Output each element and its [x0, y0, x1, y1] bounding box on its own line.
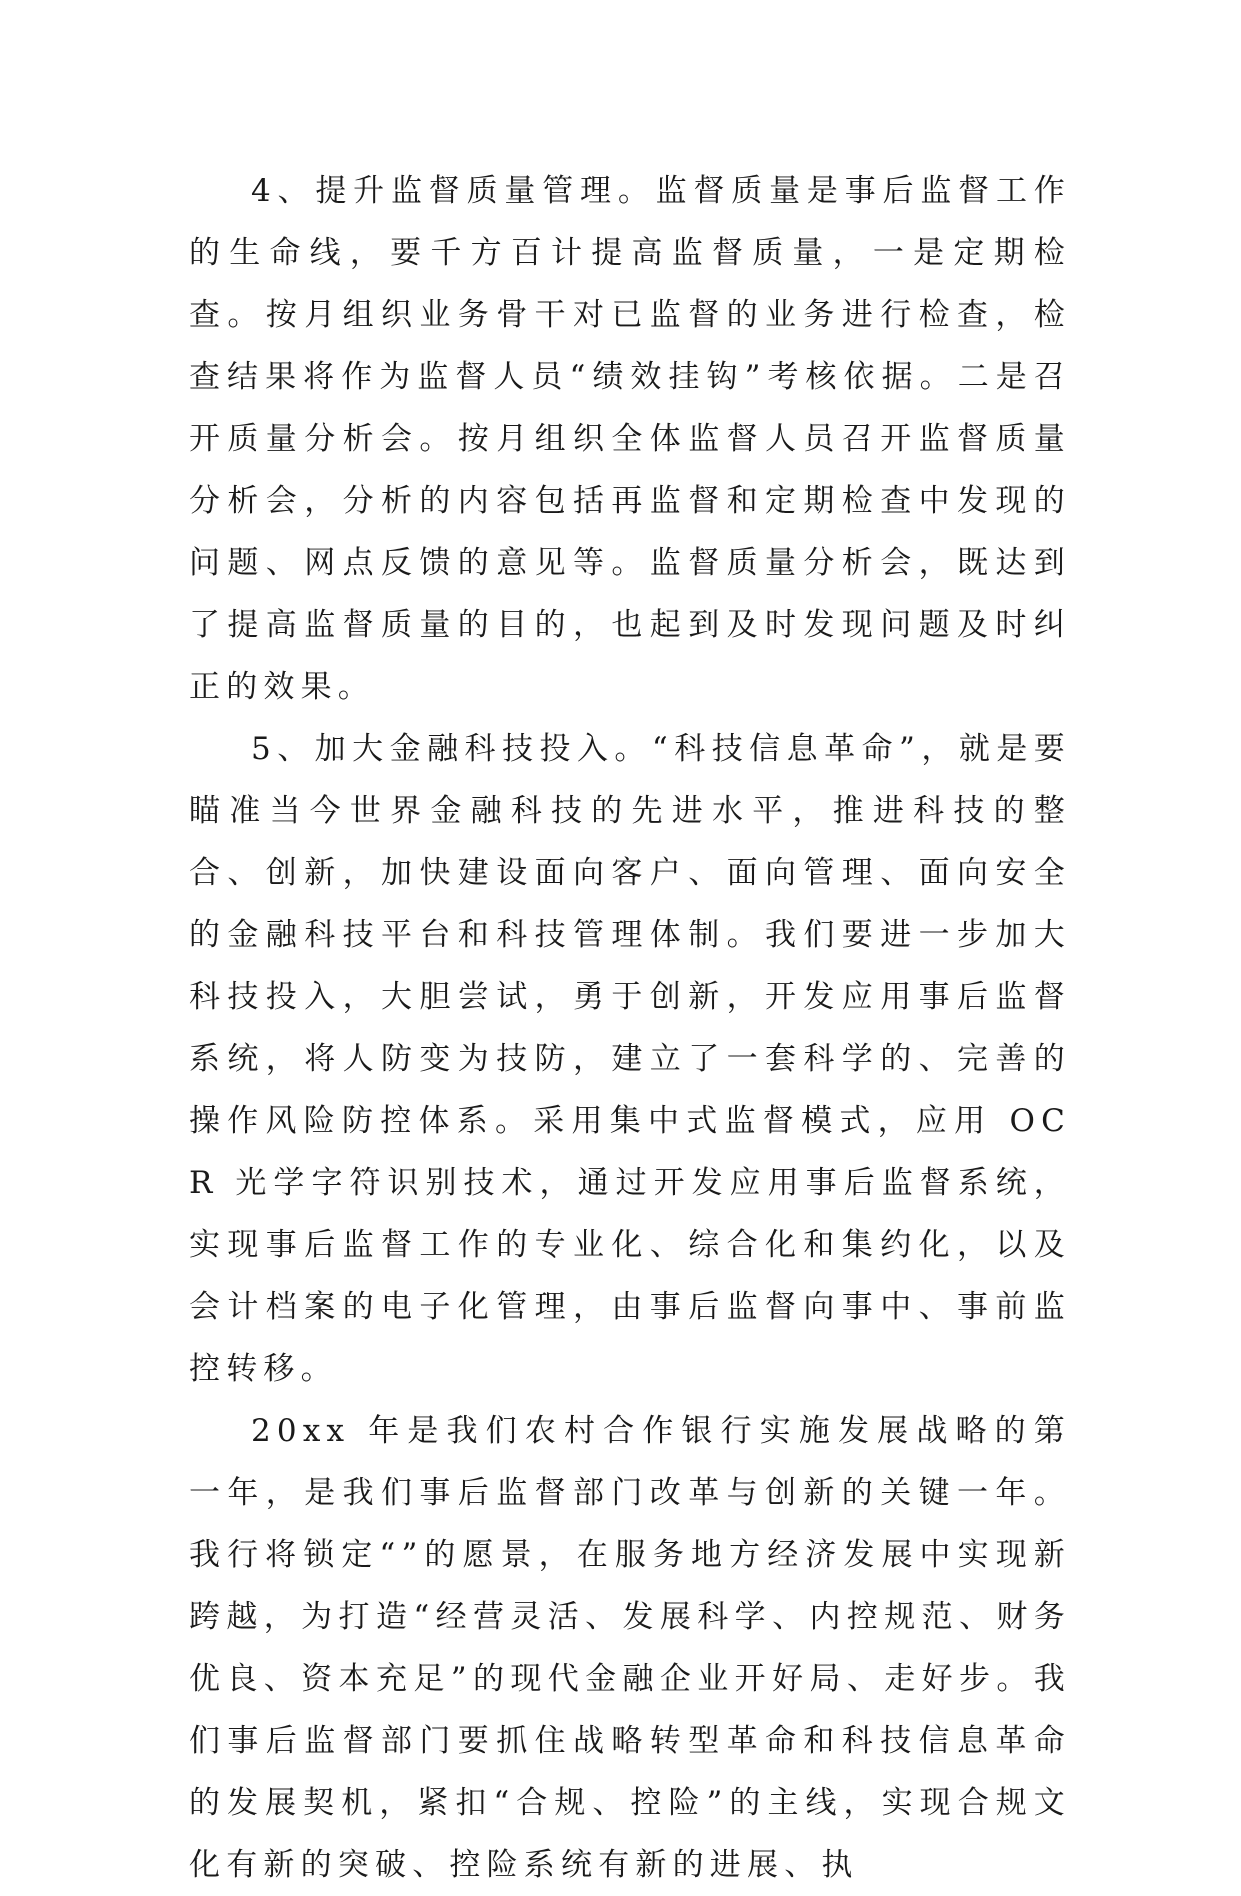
paragraph-annual-outlook: 20xx 年是我们农村合作银行实施发展战略的第一年，是我们事后监督部门改革与创新的关键一年。我行将锁定“”的愿景，在服务地方经济发展中实现新跨越，为打造“经营灵活、发展科学、内控规范、财务优良、资本充足”的现代金融企业开好局、走好步。我们事后监督部门要抓住战略转型革命和科技信息革命的发展契机，紧扣“合规、控险”的主线，实现合规文化有新的突破、控险系统有新的进展、执 — [189, 1413, 1071, 1883]
paragraph-fintech-investment: 5、加大金融科技投入。“科技信息革命”，就是要瞄准当今世界金融科技的先进水平，推进科技的整合、创新，加快建设面向客户、面向管理、面向安全的金融科技平台和科技管理体制。我们要进一步加大科技投入，大胆尝试，勇于创新，开发应用事后监督系统，将人防变为技防，建立了一套科学的、完善的操作风险防控体系。采用集中式监督模式，应用 OCR 光学字符识别技术，通过开发应用事后监督系统，实现事后监督工作的专业化、综合化和集约化，以及会计档案的电子化管理，由事后监督向事中、事前监控转移。 — [189, 731, 1071, 1387]
paragraph-supervision-quality: 4、提升监督质量管理。监督质量是事后监督工作的生命线，要千方百计提高监督质量，一是定期检查。按月组织业务骨干对已监督的业务进行检查，检查结果将作为监督人员“绩效挂钩”考核依据。二是召开质量分析会。按月组织全体监督人员召开监督质量分析会，分析的内容包括再监督和定期检查中发现的问题、网点反馈的意见等。监督质量分析会，既达到了提高监督质量的目的，也起到及时发现问题及时纠正的效果。 — [189, 173, 1071, 705]
document-body — [189, 160, 1071, 1896]
